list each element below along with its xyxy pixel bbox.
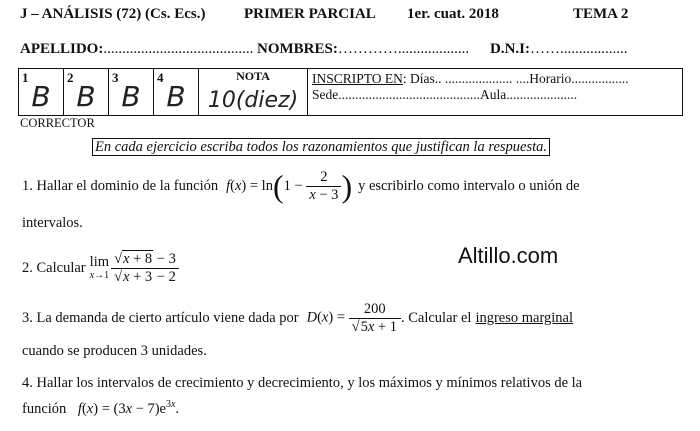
question-2 <box>22 244 179 292</box>
grade-number: 2 <box>67 70 74 85</box>
q1-formula: f(x) = ln(1 − $\frac{2}{x - 3}$ ) <box>226 167 353 204</box>
grade-table <box>18 68 683 116</box>
question-3 <box>22 296 573 340</box>
inscripto-cell <box>308 69 683 116</box>
q3-text: 3. La demanda de cierto artículo viene dada por <box>22 309 299 326</box>
grade-number: 1 <box>22 70 29 85</box>
dni-row <box>490 41 628 58</box>
q4-line-2 <box>22 399 179 418</box>
q2-text: 2. Calcular <box>22 259 86 276</box>
sede-field: Sede..... <box>312 87 356 102</box>
q1-text: 1. Hallar el dominio de la función <box>22 177 219 194</box>
grade-mark: B <box>166 80 186 113</box>
nombres-label: NOMBRES: <box>257 41 338 57</box>
grade-number: 3 <box>112 70 119 85</box>
q3-underlined: ingreso marginal <box>475 309 574 326</box>
nota-value: 10(diez) <box>207 88 299 113</box>
instruction-box <box>92 138 550 156</box>
nombres-field[interactable]: …………................... <box>337 41 470 57</box>
q3-line-2: cuando se producen 3 unidades. <box>22 343 207 359</box>
q3-middle: . Calcular el <box>400 309 472 326</box>
nota-cell <box>199 69 308 116</box>
horario-field: Horario................. <box>529 71 629 86</box>
grade-mark: B <box>121 80 141 113</box>
q4-text: función <box>22 400 67 417</box>
grade-cell-2 <box>64 69 109 116</box>
grade-cell-3 <box>109 69 154 116</box>
exam-tema: TEMA 2 <box>573 6 629 22</box>
q3-formula: D(x) = $\frac{200}{√5x + 1}$ <box>307 301 401 335</box>
apellido-label: APELLIDO: <box>20 41 104 57</box>
exam-title: PRIMER PARCIAL <box>244 6 376 22</box>
q4-formula: $f(x) = (3x - 7)e^{3x}$. <box>77 399 180 417</box>
instruction-text: En cada ejercicio escriba todos los razonamientos que justifican la respuesta. <box>92 138 550 156</box>
grade-cell-1 <box>19 69 64 116</box>
nota-label: NOTA <box>236 69 270 83</box>
question-1 <box>22 164 580 208</box>
course-title: J – ANÁLISIS (72) (Cs. Ecs.) <box>20 6 206 22</box>
grade-mark: B <box>31 80 51 113</box>
grade-number: 4 <box>157 70 164 85</box>
inscripto-line-2 <box>312 87 678 103</box>
corrector-label: CORRECTOR <box>20 116 95 130</box>
apellido-field[interactable]: ........................................ <box>103 41 254 57</box>
dni-label: D.N.I: <box>490 41 530 57</box>
sede-dots: ..................................... <box>355 87 480 102</box>
exam-term: 1er. cuat. 2018 <box>407 6 499 22</box>
question-4: 4. Hallar los intervalos de crecimiento y decrecimiento, y los máximos y mínimos relativos de la <box>22 375 583 391</box>
grade-mark: B <box>76 80 96 113</box>
student-fields-row <box>20 41 253 58</box>
q1-line-2: intervalos. <box>22 215 83 231</box>
aula-field: Aula..................... <box>480 87 578 102</box>
q2-limit: lim x→1 <box>89 253 110 282</box>
inscripto-line-1 <box>312 71 678 87</box>
watermark-logo: Altillo.com <box>458 243 559 268</box>
inscripto-label: INSCRIPTO EN <box>312 71 403 86</box>
grade-cell-4 <box>154 69 199 116</box>
dias-field: : Días.. .................... .... <box>402 71 530 86</box>
nombres-row <box>257 41 469 58</box>
q2-fraction: $\frac{√x + 8 - 3}{√x + 3 - 2}$ <box>111 251 179 285</box>
dni-field[interactable]: …….................. <box>530 41 628 57</box>
q1-suffix: y escribirlo como intervalo o unión de <box>358 177 580 194</box>
